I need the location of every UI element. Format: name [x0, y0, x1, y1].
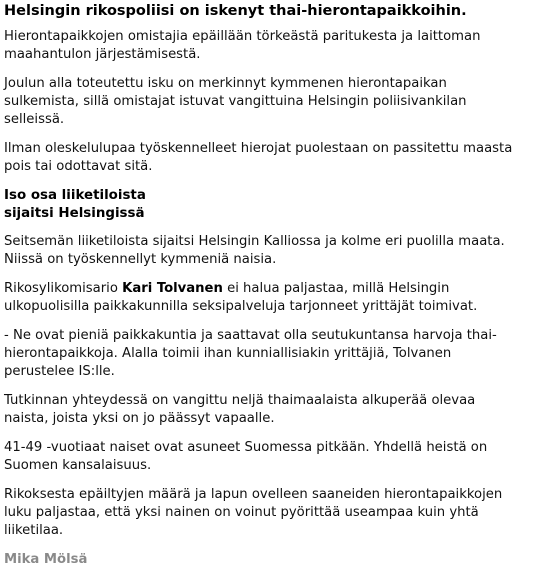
- paragraph-3: [4, 140, 540, 176]
- paragraph-8-line-2: Suomen kansalaisuus.: [4, 458, 152, 473]
- quoted-person-name: Kari Tolvanen: [122, 281, 223, 296]
- paragraph-1-line-2: maahantulon järjestämisestä.: [4, 47, 201, 62]
- paragraph-3-line-1: Ilman oleskelulupaa työskennelleet hierojat puolestaan on passitettu maasta: [4, 141, 513, 156]
- paragraph-2: [4, 75, 540, 129]
- section-subheading: [4, 187, 540, 223]
- paragraph-7-line-1: Tutkinnan yhteydessä on vangittu neljä thaimaalaista alkuperää olevaa: [4, 393, 476, 408]
- paragraph-2-line-1: Joulun alla toteutettu isku on merkinnyt kymmenen hierontapaikan: [4, 76, 447, 91]
- paragraph-9-line-1: Rikoksesta epäiltyjen määrä ja lapun ovelleen saaneiden hierontapaikkojen: [4, 487, 503, 502]
- paragraph-5-line-2: ulkopuolisilla paikkakunnilla seksipalveluja tarjonneet yrittäjät toimivat.: [4, 299, 478, 314]
- paragraph-9-line-2: luku paljastaa, että yksi nainen on voinut pyörittää useampaa kuin yhtä: [4, 505, 479, 520]
- paragraph-8-line-1: 41-49 -vuotiaat naiset ovat asuneet Suomessa pitkään. Yhdellä heistä on: [4, 440, 488, 455]
- paragraph-4-line-1: Seitsemän liiketiloista sijaitsi Helsingin Kalliossa ja kolme eri puolilla maata.: [4, 234, 505, 249]
- paragraph-7: [4, 392, 540, 428]
- author-byline: Mika Mölsä: [4, 552, 88, 567]
- paragraph-4-line-2: Niissä on työskennellyt kymmeniä naisia.: [4, 252, 277, 267]
- subheading-line-2: sijaitsi Helsingissä: [4, 206, 145, 221]
- paragraph-8: [4, 439, 540, 475]
- paragraph-5-text-before: Rikosylikomisario: [4, 281, 123, 296]
- paragraph-6-line-2: hierontapaikkoja. Alalla toimii ihan kunniallisiakin yrittäjiä, Tolvanen: [4, 346, 452, 361]
- paragraph-5: [4, 280, 540, 316]
- subheading-line-1: Iso osa liiketiloista: [4, 188, 146, 203]
- paragraph-1: [4, 28, 540, 64]
- paragraph-6-line-1: - Ne ovat pieniä paikkakuntia ja saattavat olla seutukuntansa harvoja thai-: [4, 328, 497, 343]
- paragraph-9-line-3: liiketilaa.: [4, 523, 64, 538]
- paragraph-1-line-1: Hierontapaikkojen omistajia epäillään törkeästä paritukesta ja laittoman: [4, 29, 481, 44]
- paragraph-5-text-after: ei halua paljastaa, millä Helsingin: [222, 281, 450, 296]
- paragraph-9: [4, 486, 540, 540]
- article-headline: Helsingin rikospoliisi on iskenyt thai-hierontapaikkoihin.: [4, 3, 467, 19]
- paragraph-7-line-2: naista, joista yksi on jo päässyt vapaalle.: [4, 411, 275, 426]
- paragraph-6: [4, 327, 540, 381]
- paragraph-4: [4, 233, 540, 269]
- paragraph-2-line-2: sulkemista, sillä omistajat istuvat vangittuina Helsingin poliisivankilan: [4, 94, 467, 109]
- paragraph-2-line-3: selleissä.: [4, 112, 65, 127]
- paragraph-3-line-2: pois tai odottavat sitä.: [4, 159, 153, 174]
- paragraph-5-line-1: [4, 280, 540, 298]
- paragraph-6-line-3: perustelee IS:lle.: [4, 364, 115, 379]
